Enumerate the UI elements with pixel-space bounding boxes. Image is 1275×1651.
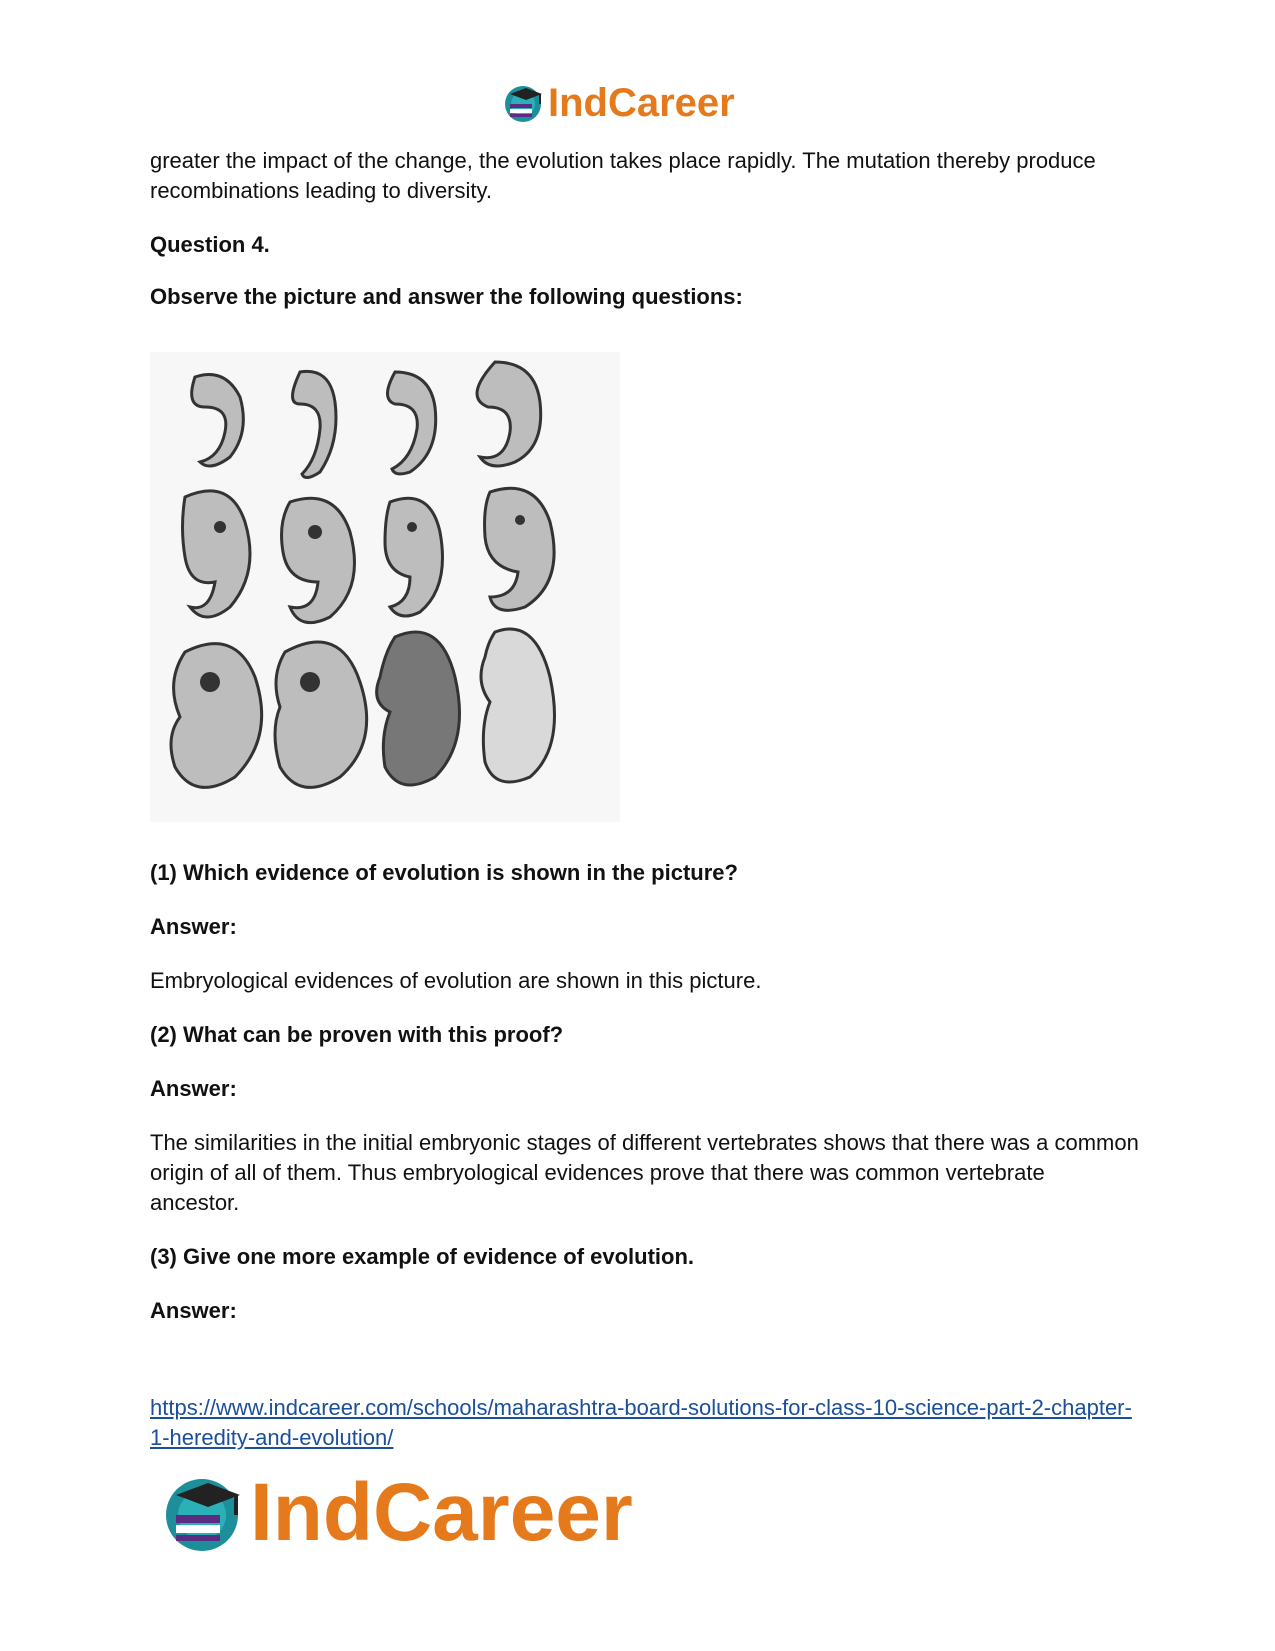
embryo-figure (150, 352, 620, 822)
intro-paragraph: greater the impact of the change, the evolution takes place rapidly. The mutation thereby produce recombinations leading to diversity. (150, 148, 1096, 203)
q3-question: (3) Give one more example of evidence of evolution. (150, 1244, 695, 1269)
footer-logo (160, 1468, 700, 1558)
q1-question: (1) Which evidence of evolution is shown in the picture? (150, 860, 738, 885)
brand-name: IndCareer (548, 80, 735, 125)
question-text: Observe the picture and answer the following questions: (150, 284, 743, 309)
q1-answer-label: Answer: (150, 914, 237, 939)
text-block-bottom (150, 858, 1140, 1326)
question-label: Question 4. (150, 232, 270, 257)
graduation-globe-icon (502, 82, 544, 124)
graduation-globe-icon (160, 1471, 244, 1555)
q2-answer-label: Answer: (150, 1076, 237, 1101)
text-block-top (150, 146, 1140, 312)
q1-answer: Embryological evidences of evolution are shown in this picture. (150, 968, 762, 993)
q2-answer: The similarities in the initial embryonic stages of different vertebrates shows that there was a common origin of all of them. Thus embryological evidences prove that there was common vertebrate ancestor. (150, 1130, 1139, 1215)
embryo-row3-col3 (377, 632, 460, 785)
header-logo (502, 80, 772, 126)
brand-name-large: IndCareer (250, 1467, 633, 1558)
embryo-comparison-illustration (150, 352, 620, 822)
q3-answer-label: Answer: (150, 1298, 237, 1323)
q2-question: (2) What can be proven with this proof? (150, 1022, 564, 1047)
source-link[interactable]: https://www.indcareer.com/schools/maharashtra-board-solutions-for-class-10-science-part-2-chapter-1-heredity-and-evolution/ (150, 1395, 1132, 1450)
